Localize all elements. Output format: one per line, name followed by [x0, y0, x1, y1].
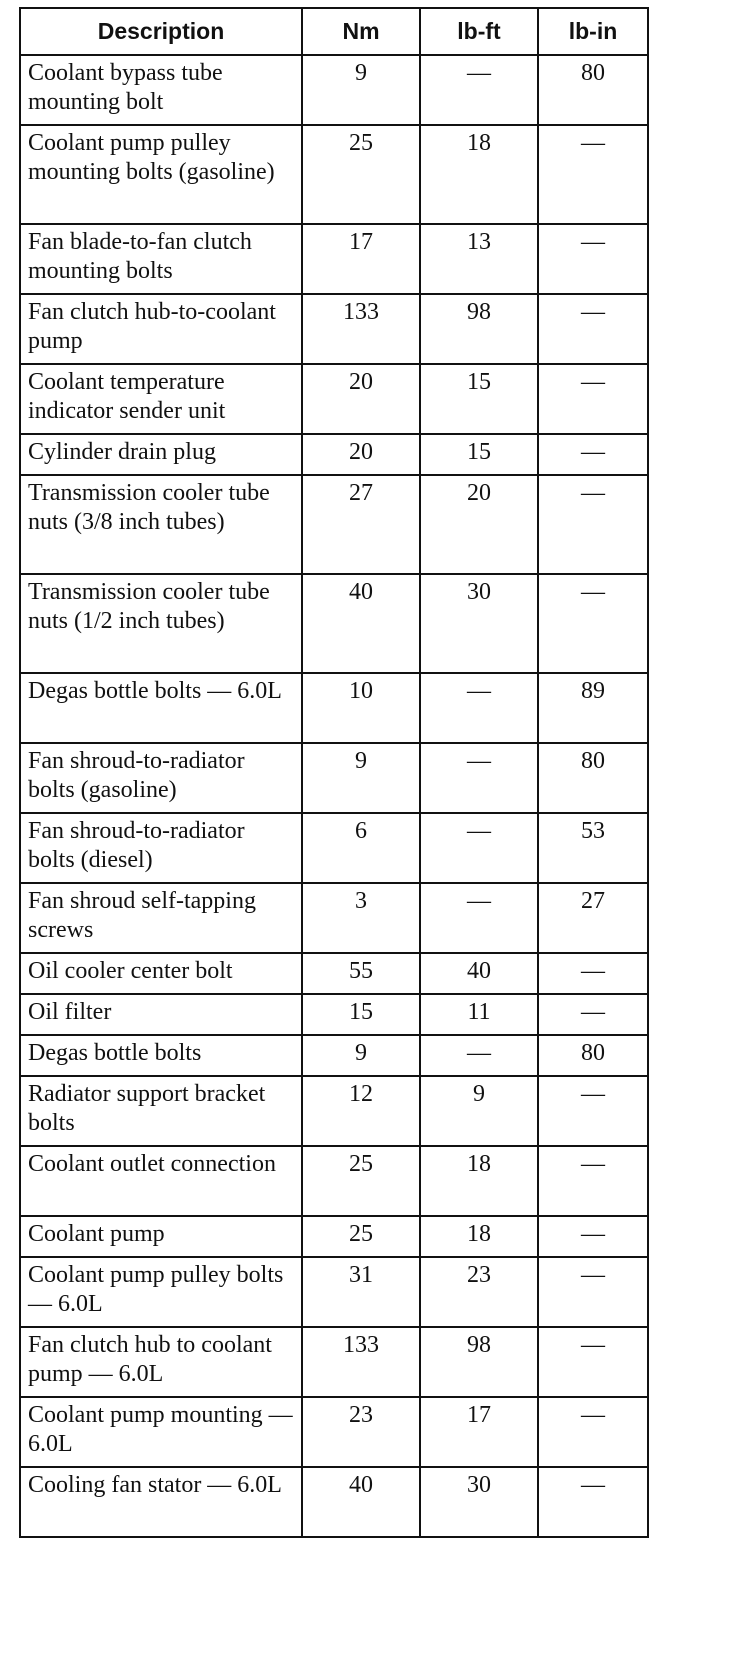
lb-ft-cell: 13 — [420, 224, 538, 294]
lb-in-cell: — — [538, 294, 648, 364]
table-row — [20, 743, 648, 813]
lb-ft-cell: 9 — [420, 1076, 538, 1146]
lb-ft-cell: 17 — [420, 1397, 538, 1467]
nm-cell: 12 — [302, 1076, 420, 1146]
table-row — [20, 574, 648, 673]
nm-cell: 23 — [302, 1397, 420, 1467]
lb-ft-cell: — — [420, 673, 538, 743]
description-cell: Cooling fan stator — 6.0L — [20, 1467, 302, 1537]
description-cell: Coolant outlet connection — [20, 1146, 302, 1216]
table-row — [20, 813, 648, 883]
nm-cell: 40 — [302, 1467, 420, 1537]
description-cell: Fan shroud-to-radiator bolts (diesel) — [20, 813, 302, 883]
lb-in-cell: 89 — [538, 673, 648, 743]
lb-ft-cell: 98 — [420, 1327, 538, 1397]
description-cell: Fan clutch hub to coolant pump — 6.0L — [20, 1327, 302, 1397]
description-cell: Coolant pump pulley mounting bolts (gasoline) — [20, 125, 302, 224]
description-cell: Fan blade-to-fan clutch mounting bolts — [20, 224, 302, 294]
lb-ft-cell: 18 — [420, 125, 538, 224]
description-cell: Fan shroud-to-radiator bolts (gasoline) — [20, 743, 302, 813]
lb-in-cell: 80 — [538, 743, 648, 813]
lb-in-cell: — — [538, 994, 648, 1035]
table-body — [20, 55, 648, 1537]
table-row — [20, 1076, 648, 1146]
lb-in-cell: — — [538, 1257, 648, 1327]
nm-cell: 15 — [302, 994, 420, 1035]
table-row — [20, 125, 648, 224]
nm-cell: 25 — [302, 125, 420, 224]
description-cell: Fan shroud self-tapping screws — [20, 883, 302, 953]
lb-in-cell: 53 — [538, 813, 648, 883]
nm-cell: 55 — [302, 953, 420, 994]
table-row — [20, 1035, 648, 1076]
table-row — [20, 994, 648, 1035]
header-row — [20, 8, 648, 55]
header-nm: Nm — [302, 8, 420, 55]
header-lb-ft: lb-ft — [420, 8, 538, 55]
lb-in-cell: — — [538, 1397, 648, 1467]
lb-ft-cell: 20 — [420, 475, 538, 574]
lb-ft-cell: 30 — [420, 574, 538, 673]
description-cell: Coolant pump — [20, 1216, 302, 1257]
nm-cell: 25 — [302, 1146, 420, 1216]
table-row — [20, 294, 648, 364]
description-cell: Transmission cooler tube nuts (1/2 inch tubes) — [20, 574, 302, 673]
lb-ft-cell: — — [420, 813, 538, 883]
table-row — [20, 1327, 648, 1397]
lb-in-cell: 27 — [538, 883, 648, 953]
nm-cell: 133 — [302, 1327, 420, 1397]
lb-in-cell: — — [538, 125, 648, 224]
lb-in-cell: — — [538, 1076, 648, 1146]
lb-in-cell: — — [538, 574, 648, 673]
lb-ft-cell: 40 — [420, 953, 538, 994]
lb-ft-cell: 18 — [420, 1216, 538, 1257]
nm-cell: 40 — [302, 574, 420, 673]
nm-cell: 20 — [302, 434, 420, 475]
lb-ft-cell: 15 — [420, 434, 538, 475]
header-lb-in: lb-in — [538, 8, 648, 55]
lb-ft-cell: — — [420, 743, 538, 813]
table-row — [20, 224, 648, 294]
description-cell: Radiator support bracket bolts — [20, 1076, 302, 1146]
table-row — [20, 673, 648, 743]
lb-ft-cell: 30 — [420, 1467, 538, 1537]
lb-in-cell: — — [538, 364, 648, 434]
description-cell: Coolant pump pulley bolts — 6.0L — [20, 1257, 302, 1327]
description-cell: Cylinder drain plug — [20, 434, 302, 475]
lb-ft-cell: 11 — [420, 994, 538, 1035]
lb-ft-cell: — — [420, 883, 538, 953]
lb-in-cell: — — [538, 1467, 648, 1537]
lb-in-cell: — — [538, 1146, 648, 1216]
description-cell: Coolant temperature indicator sender unit — [20, 364, 302, 434]
nm-cell: 9 — [302, 55, 420, 125]
table-row — [20, 1216, 648, 1257]
lb-in-cell: 80 — [538, 55, 648, 125]
table-row — [20, 883, 648, 953]
nm-cell: 27 — [302, 475, 420, 574]
description-cell: Coolant pump mounting — 6.0L — [20, 1397, 302, 1467]
lb-ft-cell: 15 — [420, 364, 538, 434]
description-cell: Coolant bypass tube mounting bolt — [20, 55, 302, 125]
lb-ft-cell: 98 — [420, 294, 538, 364]
description-cell: Fan clutch hub-to-coolant pump — [20, 294, 302, 364]
nm-cell: 6 — [302, 813, 420, 883]
lb-in-cell: — — [538, 434, 648, 475]
table-row — [20, 1146, 648, 1216]
lb-ft-cell: 18 — [420, 1146, 538, 1216]
table-row — [20, 364, 648, 434]
table-row — [20, 1467, 648, 1537]
nm-cell: 31 — [302, 1257, 420, 1327]
table-row — [20, 1397, 648, 1467]
nm-cell: 3 — [302, 883, 420, 953]
description-cell: Oil cooler center bolt — [20, 953, 302, 994]
nm-cell: 133 — [302, 294, 420, 364]
nm-cell: 17 — [302, 224, 420, 294]
table-row — [20, 1257, 648, 1327]
lb-ft-cell: — — [420, 1035, 538, 1076]
torque-spec-table — [19, 7, 649, 1538]
description-cell: Degas bottle bolts — [20, 1035, 302, 1076]
table-row — [20, 434, 648, 475]
lb-in-cell: — — [538, 1327, 648, 1397]
lb-in-cell: — — [538, 475, 648, 574]
nm-cell: 9 — [302, 1035, 420, 1076]
nm-cell: 20 — [302, 364, 420, 434]
nm-cell: 10 — [302, 673, 420, 743]
description-cell: Oil filter — [20, 994, 302, 1035]
description-cell: Degas bottle bolts — 6.0L — [20, 673, 302, 743]
description-cell: Transmission cooler tube nuts (3/8 inch tubes) — [20, 475, 302, 574]
lb-in-cell: — — [538, 953, 648, 994]
nm-cell: 9 — [302, 743, 420, 813]
header-description: Description — [20, 8, 302, 55]
lb-in-cell: — — [538, 224, 648, 294]
nm-cell: 25 — [302, 1216, 420, 1257]
table-row — [20, 475, 648, 574]
lb-in-cell: 80 — [538, 1035, 648, 1076]
table-row — [20, 953, 648, 994]
lb-ft-cell: 23 — [420, 1257, 538, 1327]
table-row — [20, 55, 648, 125]
lb-ft-cell: — — [420, 55, 538, 125]
lb-in-cell: — — [538, 1216, 648, 1257]
